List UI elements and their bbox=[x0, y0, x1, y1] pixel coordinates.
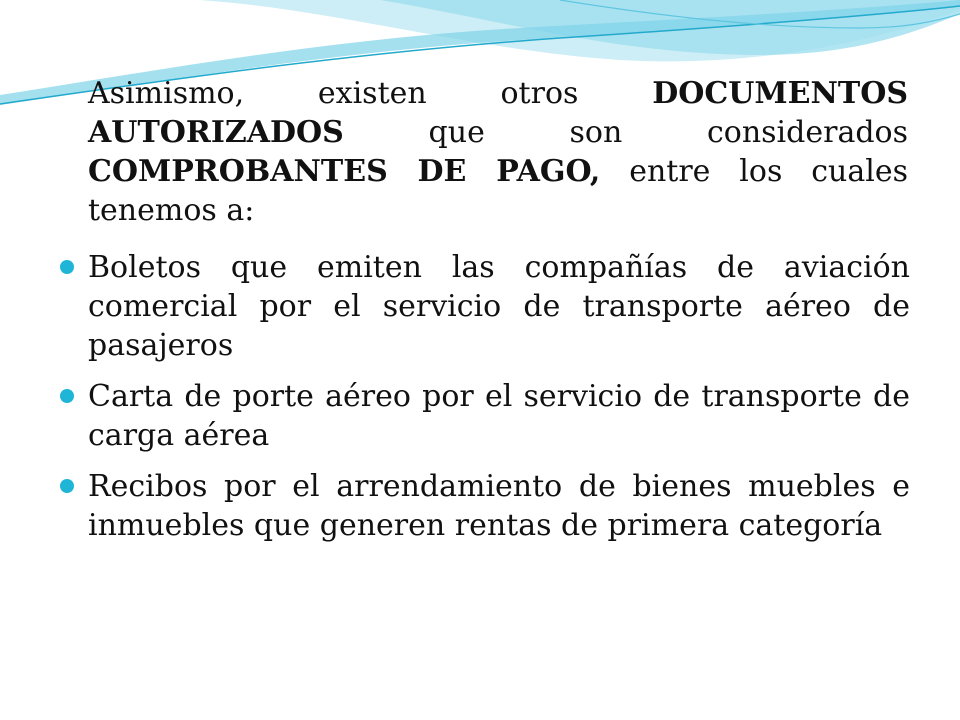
intro-emphasis-comprobantes: COMPROBANTES DE PAGO, bbox=[88, 154, 601, 189]
bullet-item bbox=[60, 377, 910, 455]
intro-text: entre los cuales tenemos a: bbox=[88, 154, 908, 228]
bullet-dot-icon bbox=[60, 260, 74, 274]
bullet-text: Carta de porte aéreo por el servicio de transporte de carga aérea bbox=[88, 379, 910, 453]
bullet-text: Boletos que emiten las compañías de aviación comercial por el servicio de transporte aéreo de pasajeros bbox=[88, 250, 910, 363]
intro-emphasis-documentos: DOCUMENTOS AUTORIZADOS bbox=[88, 76, 908, 150]
intro-paragraph bbox=[88, 74, 908, 230]
bullet-text: Recibos por el arrendamiento de bienes muebles e inmuebles que generen rentas de primera categoría bbox=[88, 469, 910, 543]
bullet-dot-icon bbox=[60, 479, 74, 493]
bullet-item bbox=[60, 467, 910, 545]
bullet-dot-icon bbox=[60, 389, 74, 403]
intro-text: Asimismo, existen otros bbox=[88, 76, 653, 111]
bullet-list bbox=[60, 248, 910, 557]
bullet-item bbox=[60, 248, 910, 365]
intro-text: que son considerados bbox=[343, 115, 908, 150]
